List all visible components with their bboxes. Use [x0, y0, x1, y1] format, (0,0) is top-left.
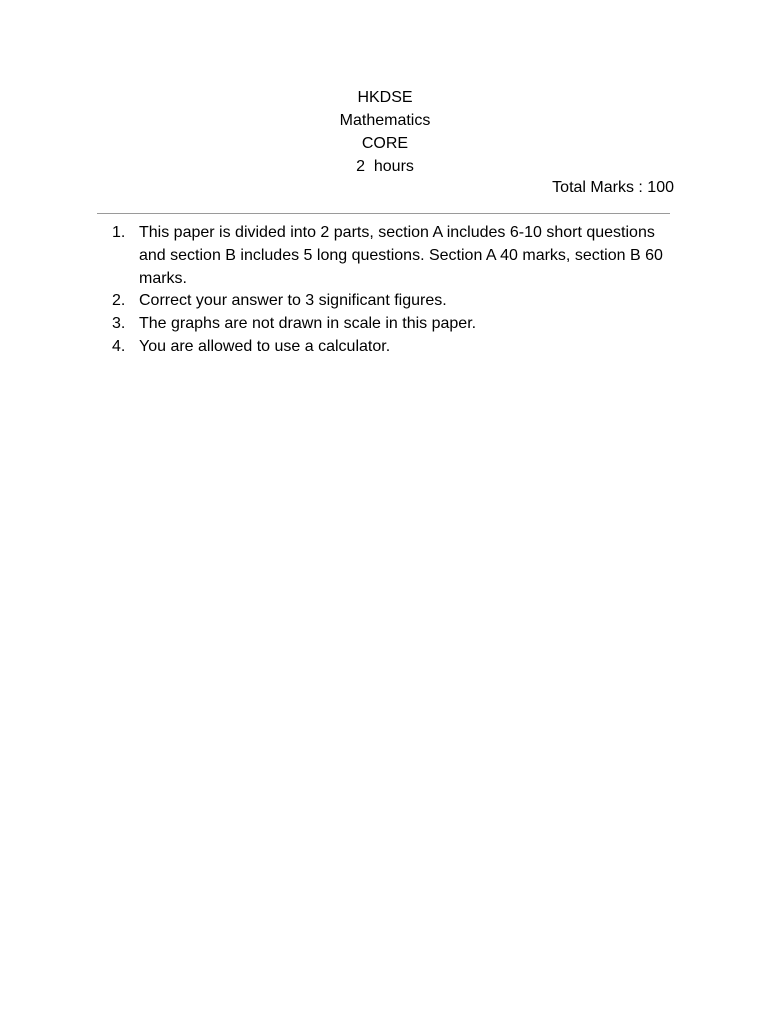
- paper-header: [0, 86, 768, 178]
- list-item: [112, 222, 672, 290]
- exam-title: HKDSE: [357, 89, 413, 106]
- header-divider: [97, 213, 670, 214]
- list-item: [112, 290, 672, 313]
- instruction-number: 4.: [112, 337, 126, 355]
- instruction-text: The graphs are not drawn in scale in this paper.: [139, 315, 477, 333]
- list-item: [112, 313, 672, 336]
- instruction-text: This paper is divided into 2 parts, section A includes 6-10 short questions and section B includes 5 long questions. Section A 40 marks, section B 60 marks.: [139, 224, 663, 287]
- instruction-text: You are allowed to use a calculator.: [139, 337, 391, 355]
- instructions-list: [112, 222, 672, 359]
- duration-text: 2 hours: [356, 158, 414, 175]
- list-item: [112, 336, 672, 359]
- instruction-text: Correct your answer to 3 significant figures.: [139, 292, 447, 310]
- instruction-number: 1.: [112, 224, 126, 241]
- total-marks: Total Marks : 100: [552, 179, 674, 196]
- paper-title: CORE: [361, 135, 409, 152]
- subject-title: Mathematics: [339, 112, 431, 129]
- instruction-number: 2.: [112, 292, 126, 310]
- instruction-number: 3.: [112, 315, 126, 333]
